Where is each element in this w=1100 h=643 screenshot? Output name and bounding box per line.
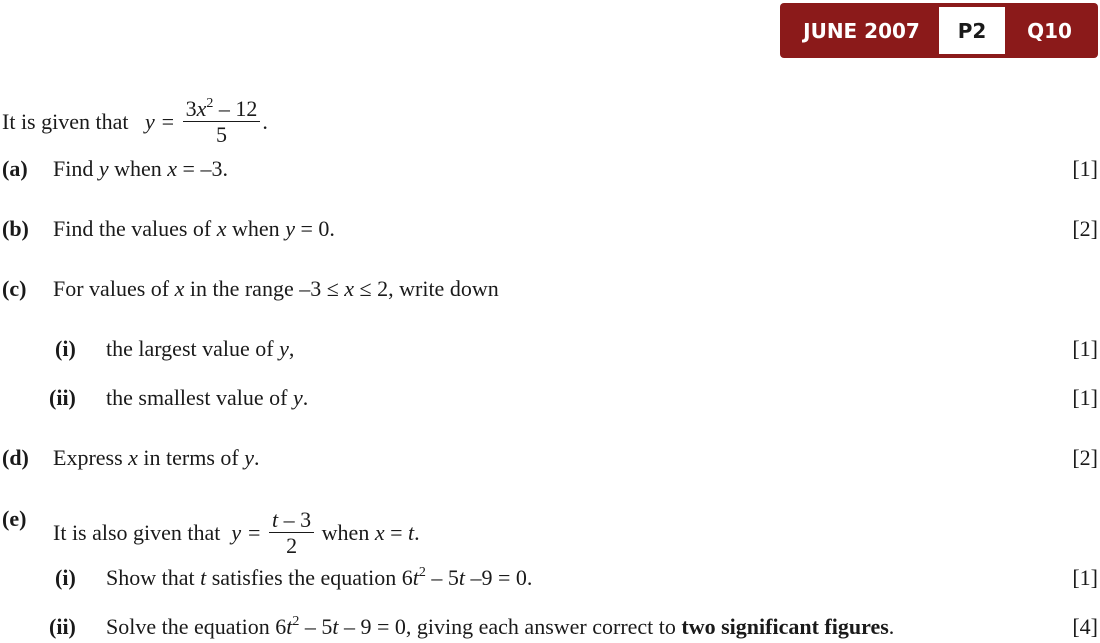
badge-question: Q10	[1027, 18, 1072, 43]
intro-eq: y =	[144, 109, 176, 135]
part-e-ii-mark: [4]	[1072, 614, 1098, 639]
part-c-text: For values of x in the range –3 ≤ x ≤ 2, write down	[53, 276, 499, 301]
part-a-text: Find y when x = –3.	[53, 156, 228, 181]
part-e-ii-text: Solve the equation $6t^2 - 5t - 9 = 0$, giving each answer correct to two significant figures.	[106, 614, 895, 639]
part-d-mark: [2]	[1072, 445, 1098, 470]
part-c-ii-text: the smallest value of y.	[106, 385, 309, 410]
question-badge	[780, 3, 1098, 58]
part-e-label: (e)	[2, 506, 27, 531]
intro-fraction: $\frac{3x^2 - 12}{5}$	[183, 97, 261, 146]
part-d-label: (d)	[2, 445, 29, 470]
part-b-mark: [2]	[1072, 216, 1098, 241]
part-c-i-text: the largest value of y,	[106, 336, 295, 361]
part-c-i-label: (i)	[55, 336, 76, 361]
part-e-ii-label: (ii)	[49, 614, 76, 639]
part-c-i-mark: [1]	[1072, 336, 1098, 361]
part-a-label: (a)	[2, 156, 28, 181]
part-e-i-mark: [1]	[1072, 565, 1098, 590]
intro-text: It is given that	[2, 109, 129, 135]
part-b-label: (b)	[2, 216, 29, 241]
part-e-i-text: Show that t satisfies the equation $6t^2 - 5t$ –9 = 0.	[106, 565, 533, 590]
part-e-fraction: $\frac{t - 3}{2}$	[269, 508, 314, 557]
part-c-label: (c)	[2, 276, 27, 301]
part-e-i-label: (i)	[55, 565, 76, 590]
part-c-ii-mark: [1]	[1072, 385, 1098, 410]
part-b-text: Find the values of x when y = 0.	[53, 216, 335, 241]
part-d-text: Express x in terms of y.	[53, 445, 260, 470]
badge-date: JUNE 2007	[803, 18, 920, 43]
part-e-text: It is also given that y = $\frac{t - 3}{2}$ when x = t.	[53, 507, 420, 559]
part-c-ii-label: (ii)	[49, 385, 76, 410]
badge-paper: P2	[939, 7, 1005, 54]
part-a-mark: [1]	[1072, 156, 1098, 181]
